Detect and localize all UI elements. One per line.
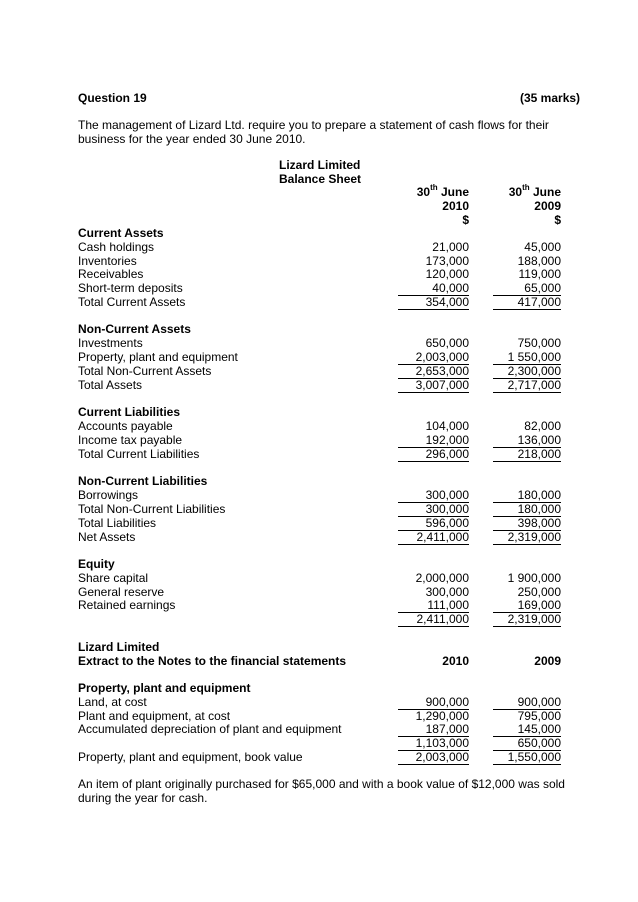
row-value-2010: 2,003,000	[398, 350, 469, 365]
row-value-2010: 120,000	[425, 267, 469, 281]
section-heading: Non-Current Assets	[78, 322, 191, 336]
row-label: Income tax payable	[78, 433, 183, 447]
question-title: Question 19	[78, 91, 147, 105]
row-value-2010: 354,000	[398, 295, 469, 310]
section-heading: Non-Current Liabilities	[78, 474, 208, 488]
bs-company: Lizard Limited	[279, 158, 361, 172]
row-value-2009: 250,000	[517, 585, 561, 599]
row-label: General reserve	[78, 585, 165, 599]
row-value-2009: 398,000	[493, 516, 561, 531]
row-value-2009: 136,000	[493, 433, 561, 448]
row-value-2010: 300,000	[398, 502, 469, 517]
row-label: Accumulated depreciation of plant and equipment	[78, 722, 342, 736]
notes-title: Extract to the Notes to the financial statements	[78, 654, 347, 668]
row-value-2009: 1 900,000	[507, 571, 561, 585]
row-value-2009: 45,000	[524, 240, 561, 254]
row-value-2010: 104,000	[425, 419, 469, 433]
row-value-2009: 188,000	[517, 254, 561, 268]
row-value-2009: 750,000	[517, 336, 561, 350]
equity-total-2010: 2,411,000	[398, 612, 469, 627]
row-value-2010: 296,000	[398, 447, 469, 462]
row-value-2010: 2,000,000	[415, 571, 469, 585]
row-label: Accounts payable	[78, 419, 173, 433]
ppe-subtotal-2009: 650,000	[493, 736, 561, 751]
row-value-2009: 82,000	[524, 419, 561, 433]
row-value-2009: 2,319,000	[493, 530, 561, 545]
question-marks: (35 marks)	[520, 91, 581, 105]
intro-line-2: business for the year ended 30 June 2010.	[78, 132, 306, 146]
equity-total-2009: 2,319,000	[493, 612, 561, 627]
footer-line-2: during the year for cash.	[78, 791, 208, 805]
row-value-2010: 187,000	[398, 722, 469, 737]
row-value-2010: 2,653,000	[398, 364, 469, 379]
row-value-2009: 795,000	[517, 709, 561, 723]
row-label: Borrowings	[78, 488, 139, 502]
row-value-2010: 2,003,000	[398, 750, 469, 765]
row-label: Net Assets	[78, 530, 136, 544]
row-value-2010: 40,000	[398, 281, 469, 296]
notes-col2: 2009	[534, 654, 561, 668]
col1-unit: $	[462, 213, 469, 227]
notes-company: Lizard Limited	[78, 640, 160, 654]
row-value-2009: 417,000	[493, 295, 561, 310]
row-label: Total Current Assets	[78, 295, 186, 309]
row-label: Total Current Liabilities	[78, 447, 200, 461]
row-label: Cash holdings	[78, 240, 155, 254]
row-value-2010: 3,007,000	[398, 378, 469, 393]
row-label: Plant and equipment, at cost	[78, 709, 231, 723]
row-value-2010: 300,000	[398, 488, 469, 503]
row-label: Property, plant and equipment	[78, 350, 238, 364]
row-value-2009: 2,300,000	[493, 364, 561, 379]
row-label: Receivables	[78, 267, 144, 281]
row-value-2010: 650,000	[425, 336, 469, 350]
row-label: Total Assets	[78, 378, 143, 392]
col2-unit: $	[554, 213, 561, 227]
row-value-2010: 111,000	[398, 598, 469, 613]
row-value-2010: 21,000	[432, 240, 469, 254]
row-value-2009: 2,717,000	[493, 378, 561, 393]
row-label: Total Non-Current Assets	[78, 364, 212, 378]
row-value-2010: 1,290,000	[415, 709, 469, 723]
row-value-2010: 192,000	[398, 433, 469, 448]
row-value-2009: 145,000	[493, 722, 561, 737]
row-value-2009: 119,000	[518, 267, 561, 281]
row-label: Retained earnings	[78, 598, 176, 612]
row-value-2010: 173,000	[425, 254, 469, 268]
intro-line-1: The management of Lizard Ltd. require you to prepare a statement of cash flows for their	[78, 118, 549, 132]
ppe-subtotal-2010: 1,103,000	[398, 736, 469, 751]
row-value-2009: 1 550,000	[493, 350, 561, 365]
row-label: Investments	[78, 336, 143, 350]
col1-date: 30th June	[416, 183, 469, 199]
row-value-2009: 180,000	[493, 488, 561, 503]
section-heading: Property, plant and equipment	[78, 681, 251, 695]
row-value-2009: 180,000	[493, 502, 561, 517]
row-label: Property, plant and equipment, book value	[78, 750, 303, 764]
row-value-2010: 300,000	[425, 585, 469, 599]
row-value-2009: 1,550,000	[493, 750, 561, 765]
row-label: Share capital	[78, 571, 149, 585]
section-heading: Current Assets	[78, 226, 164, 240]
row-value-2009: 900,000	[493, 695, 561, 710]
row-label: Total Non-Current Liabilities	[78, 502, 226, 516]
row-label: Short-term deposits	[78, 281, 183, 295]
row-value-2009: 218,000	[493, 447, 561, 462]
section-heading: Current Liabilities	[78, 405, 181, 419]
notes-col1: 2010	[442, 654, 469, 668]
row-label: Inventories	[78, 254, 137, 268]
row-label: Land, at cost	[78, 695, 147, 709]
row-value-2010: 596,000	[398, 516, 469, 531]
footer-line-1: An item of plant originally purchased for $65,000 and with a book value of $12,000 was sold	[78, 777, 565, 791]
section-heading: Equity	[78, 557, 115, 571]
row-value-2009: 169,000	[493, 598, 561, 613]
bs-title: Balance Sheet	[279, 172, 362, 186]
col2-date: 30th June	[508, 183, 561, 199]
col1-year: 2010	[442, 199, 469, 213]
row-label: Total Liabilities	[78, 516, 157, 530]
col2-year: 2009	[534, 199, 561, 213]
row-value-2009: 65,000	[493, 281, 561, 296]
row-value-2010: 900,000	[398, 695, 469, 710]
row-value-2010: 2,411,000	[398, 530, 469, 545]
